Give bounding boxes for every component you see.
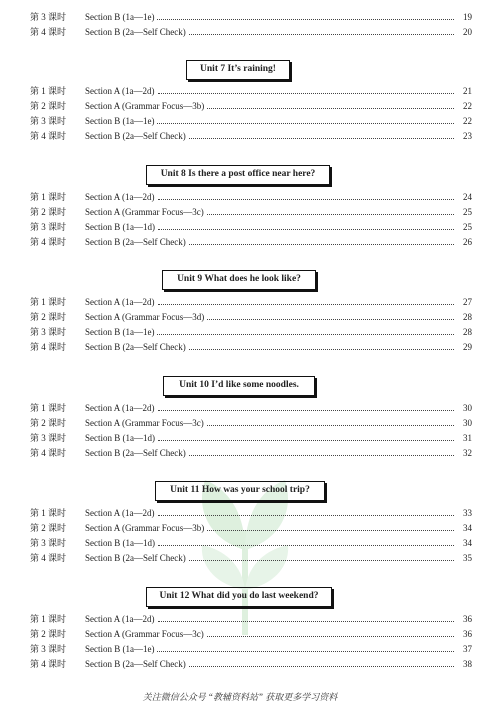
dot-leader: [158, 303, 455, 305]
toc-row[interactable]: [30, 551, 472, 565]
section-label: Section A (1a—2d): [85, 86, 155, 96]
lesson-label: 第 1 课时: [30, 614, 67, 624]
lesson-label: 第 2 课时: [30, 629, 67, 639]
toc-row[interactable]: [30, 536, 472, 550]
lesson-label: 第 2 课时: [30, 312, 67, 322]
page-number: 26: [463, 237, 472, 247]
lesson-label: 第 4 课时: [30, 448, 67, 458]
page-number: 33: [463, 508, 472, 518]
dot-leader: [157, 333, 454, 335]
toc-row[interactable]: [30, 431, 472, 445]
section-label: Section B (2a—Self Check): [85, 553, 186, 563]
lesson-label: 第 3 课时: [30, 433, 67, 443]
page-number: 28: [463, 327, 472, 337]
section-label: Section B (2a—Self Check): [85, 237, 186, 247]
section-label: Section B (1a—1e): [85, 12, 155, 22]
unit-heading: Unit 9 What does he look like?: [162, 270, 316, 290]
lesson-label: 第 2 课时: [30, 207, 67, 217]
lesson-label: 第 4 课时: [30, 659, 67, 669]
toc-row[interactable]: [30, 627, 472, 641]
page-number: 23: [463, 131, 472, 141]
dot-leader: [158, 544, 454, 546]
page-number: 24: [463, 192, 472, 202]
toc-row[interactable]: [30, 10, 472, 24]
dot-leader: [189, 348, 454, 350]
section-label: Section A (Grammar Focus—3c): [85, 629, 204, 639]
section-label: Section B (2a—Self Check): [85, 659, 186, 669]
lesson-label: 第 3 课时: [30, 538, 67, 548]
lesson-label: 第 2 课时: [30, 523, 67, 533]
section-label: Section A (1a—2d): [85, 508, 155, 518]
toc-row[interactable]: [30, 416, 472, 430]
lesson-label: 第 3 课时: [30, 222, 67, 232]
section-label: Section A (Grammar Focus—3d): [85, 312, 205, 322]
page-number: 38: [463, 659, 472, 669]
unit-heading: Unit 11 How was your school trip?: [155, 481, 325, 501]
toc-row[interactable]: [30, 401, 472, 415]
lesson-label: 第 4 课时: [30, 27, 67, 37]
lesson-label: 第 1 课时: [30, 297, 67, 307]
dot-leader: [157, 122, 454, 124]
section-label: Section B (2a—Self Check): [85, 342, 186, 352]
dot-leader: [189, 559, 454, 561]
toc-row[interactable]: [30, 220, 472, 234]
toc-row[interactable]: [30, 310, 472, 324]
lesson-label: 第 3 课时: [30, 327, 67, 337]
toc-row[interactable]: [30, 506, 472, 520]
section-label: Section B (1a—1e): [85, 644, 155, 654]
page-number: 29: [463, 342, 472, 352]
page-number: 34: [463, 523, 472, 533]
dot-leader: [158, 198, 455, 200]
section-label: Section B (1a—1d): [85, 222, 155, 232]
lesson-label: 第 4 课时: [30, 237, 67, 247]
page-number: 20: [463, 27, 472, 37]
page-number: 35: [463, 553, 472, 563]
dot-leader: [189, 243, 454, 245]
dot-leader: [158, 620, 455, 622]
dot-leader: [207, 318, 454, 320]
unit-heading: Unit 10 I’d like some noodles.: [163, 376, 315, 396]
dot-leader: [158, 514, 455, 516]
section-label: Section B (1a—1d): [85, 538, 155, 548]
toc-row[interactable]: [30, 129, 472, 143]
toc-row[interactable]: [30, 612, 472, 626]
section-label: Section B (2a—Self Check): [85, 27, 186, 37]
dot-leader: [207, 107, 454, 109]
lesson-label: 第 2 课时: [30, 101, 67, 111]
dot-leader: [157, 18, 454, 20]
section-label: Section A (Grammar Focus—3c): [85, 418, 204, 428]
lesson-label: 第 1 课时: [30, 86, 67, 96]
page-number: 30: [463, 403, 472, 413]
toc-row[interactable]: [30, 25, 472, 39]
dot-leader: [189, 137, 454, 139]
toc-row[interactable]: [30, 521, 472, 535]
dot-leader: [207, 529, 454, 531]
section-label: Section A (1a—2d): [85, 614, 155, 624]
dot-leader: [207, 213, 454, 215]
toc-row[interactable]: [30, 190, 472, 204]
dot-leader: [158, 228, 454, 230]
page-number: 28: [463, 312, 472, 322]
lesson-label: 第 1 课时: [30, 403, 67, 413]
lesson-label: 第 4 课时: [30, 131, 67, 141]
toc-row[interactable]: [30, 325, 472, 339]
dot-leader: [189, 454, 454, 456]
section-label: Section A (Grammar Focus—3b): [85, 523, 205, 533]
section-label: Section B (2a—Self Check): [85, 448, 186, 458]
lesson-label: 第 1 课时: [30, 192, 67, 202]
toc-row[interactable]: [30, 657, 472, 671]
section-label: Section B (1a—1e): [85, 327, 155, 337]
lesson-label: 第 3 课时: [30, 644, 67, 654]
section-label: Section A (1a—2d): [85, 297, 155, 307]
section-label: Section B (2a—Self Check): [85, 131, 186, 141]
page-number: 27: [463, 297, 472, 307]
section-label: Section A (1a—2d): [85, 403, 155, 413]
lesson-label: 第 4 课时: [30, 342, 67, 352]
lesson-label: 第 1 课时: [30, 508, 67, 518]
page-number: 22: [463, 116, 472, 126]
toc-row[interactable]: [30, 205, 472, 219]
page-number: 36: [463, 614, 472, 624]
footer-note: 关注微信公众号 “教辅资料站” 获取更多学习资料: [142, 692, 338, 702]
unit-heading: Unit 8 Is there a post office near here?: [146, 165, 330, 185]
section-label: Section A (Grammar Focus—3b): [85, 101, 205, 111]
page-number: 37: [463, 644, 472, 654]
dot-leader: [157, 650, 454, 652]
page-number: 19: [463, 12, 472, 22]
toc-row[interactable]: [30, 84, 472, 98]
section-label: Section B (1a—1e): [85, 116, 155, 126]
toc-row[interactable]: [30, 295, 472, 309]
dot-leader: [207, 424, 454, 426]
lesson-label: 第 2 课时: [30, 418, 67, 428]
page-number: 21: [463, 86, 472, 96]
page-number: 36: [463, 629, 472, 639]
toc-row[interactable]: [30, 446, 472, 460]
lesson-label: 第 4 课时: [30, 553, 67, 563]
unit-heading: Unit 7 It’s raining!: [186, 60, 290, 80]
dot-leader: [189, 665, 454, 667]
toc-row[interactable]: [30, 99, 472, 113]
toc-row[interactable]: [30, 340, 472, 354]
dot-leader: [189, 33, 454, 35]
page-number: 25: [463, 207, 472, 217]
dot-leader: [158, 439, 454, 441]
toc-row[interactable]: [30, 235, 472, 249]
page-number: 25: [463, 222, 472, 232]
dot-leader: [158, 409, 455, 411]
lesson-label: 第 3 课时: [30, 116, 67, 126]
page-number: 31: [463, 433, 472, 443]
page-number: 34: [463, 538, 472, 548]
toc-row[interactable]: [30, 642, 472, 656]
section-label: Section A (Grammar Focus—3c): [85, 207, 204, 217]
page-number: 22: [463, 101, 472, 111]
toc-row[interactable]: [30, 114, 472, 128]
dot-leader: [207, 635, 454, 637]
dot-leader: [158, 92, 455, 94]
page-number: 32: [463, 448, 472, 458]
section-label: Section B (1a—1d): [85, 433, 155, 443]
lesson-label: 第 3 课时: [30, 12, 67, 22]
page-number: 30: [463, 418, 472, 428]
section-label: Section A (1a—2d): [85, 192, 155, 202]
unit-heading: Unit 12 What did you do last weekend?: [146, 587, 332, 607]
